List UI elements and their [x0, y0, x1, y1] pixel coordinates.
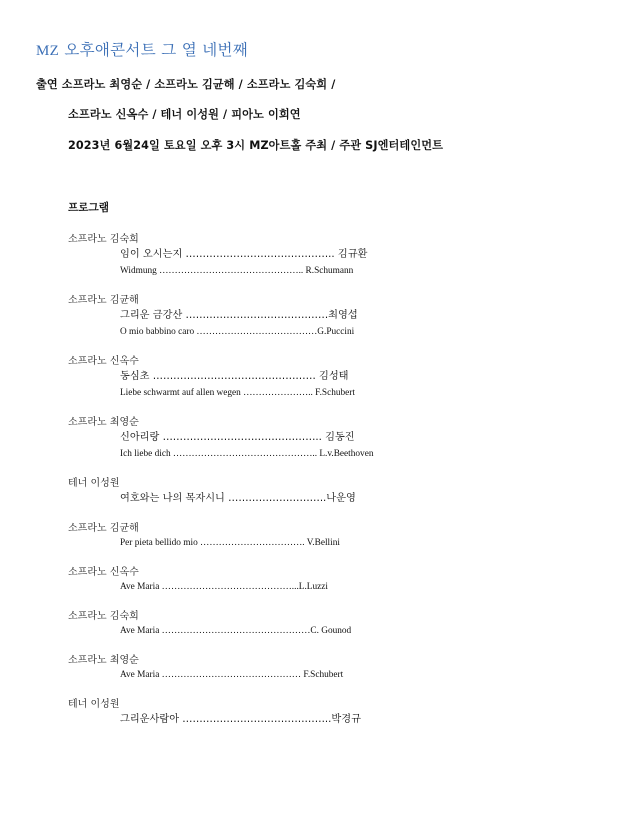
program-item [68, 476, 608, 508]
program-heading: 프로그램 [68, 202, 109, 214]
performer-name: 소프라노 김균해 [68, 295, 139, 306]
page-title [36, 38, 248, 60]
song-entry: Ich liebe dich ……………………………………….. L.v.Beethoven [120, 449, 374, 459]
song-entry: 그리운사람아 ……………………………………..박경규 [120, 714, 361, 725]
program-item [68, 415, 608, 463]
event-info-line: 2023년 6월24일 토요일 오후 3시 MZ아트홀 주최 / 주관 SJ엔터테인먼트 [68, 139, 444, 152]
performer-name: 소프라노 신옥수 [68, 567, 139, 578]
song-entry: O mio babbino caro …………………………………G.Puccini [120, 327, 355, 337]
program-item [68, 232, 608, 280]
performer-name: 테너 이성원 [68, 478, 120, 489]
title-text: 오후애콘서트 그 열 네번째 [59, 41, 249, 59]
song-entry: Ave Maria ……………………………………… F.Schubert [120, 670, 344, 680]
program-item [68, 354, 608, 402]
program-list [68, 232, 608, 742]
song-entry: Ave Maria ……………………………………...L.Luzzi [120, 582, 328, 592]
song-entry: 그리운 금강산 ……………………………………최영섭 [120, 310, 358, 321]
song-entry: Widmung ……………………………………….. R.Schumann [120, 266, 354, 276]
performer-name: 소프라노 김균해 [68, 523, 139, 534]
song-entry: Ave Maria …………………………………………C. Gounod [120, 626, 352, 636]
song-entry: 임이 오시는지 …………………………………….. 김규환 [120, 249, 368, 260]
song-entry: 여호와는 나의 목자시니 ………………………..나운영 [120, 493, 356, 504]
song-entry: Per pieta bellido mio ……………………………. V.Bellini [120, 538, 340, 548]
song-entry: 신아리랑 ……………………………………….. 김동진 [120, 432, 355, 443]
performer-name: 소프라노 신옥수 [68, 356, 139, 367]
performer-name: 소프라노 김숙희 [68, 611, 139, 622]
performers-line-1: 출연 소프라노 최영순 / 소프라노 김균해 / 소프라노 김숙희 / [36, 78, 336, 91]
program-item [68, 653, 608, 684]
program-item [68, 697, 608, 729]
song-entry: 동심초 ………………………………………… 김성태 [120, 371, 349, 382]
performer-name: 소프라노 최영순 [68, 417, 139, 428]
program-item [68, 521, 608, 552]
performers-line-2: 소프라노 신옥수 / 테너 이성원 / 피아노 이희연 [68, 108, 301, 121]
performer-name: 소프라노 최영순 [68, 655, 139, 666]
performer-name: 소프라노 김숙희 [68, 234, 139, 245]
program-item [68, 609, 608, 640]
performer-name: 테너 이성원 [68, 699, 120, 710]
song-entry: Liebe schwarmt auf allen wegen ………………….. F.Schubert [120, 388, 355, 398]
title-mz: MZ [36, 43, 60, 59]
program-item [68, 293, 608, 341]
program-item [68, 565, 608, 596]
